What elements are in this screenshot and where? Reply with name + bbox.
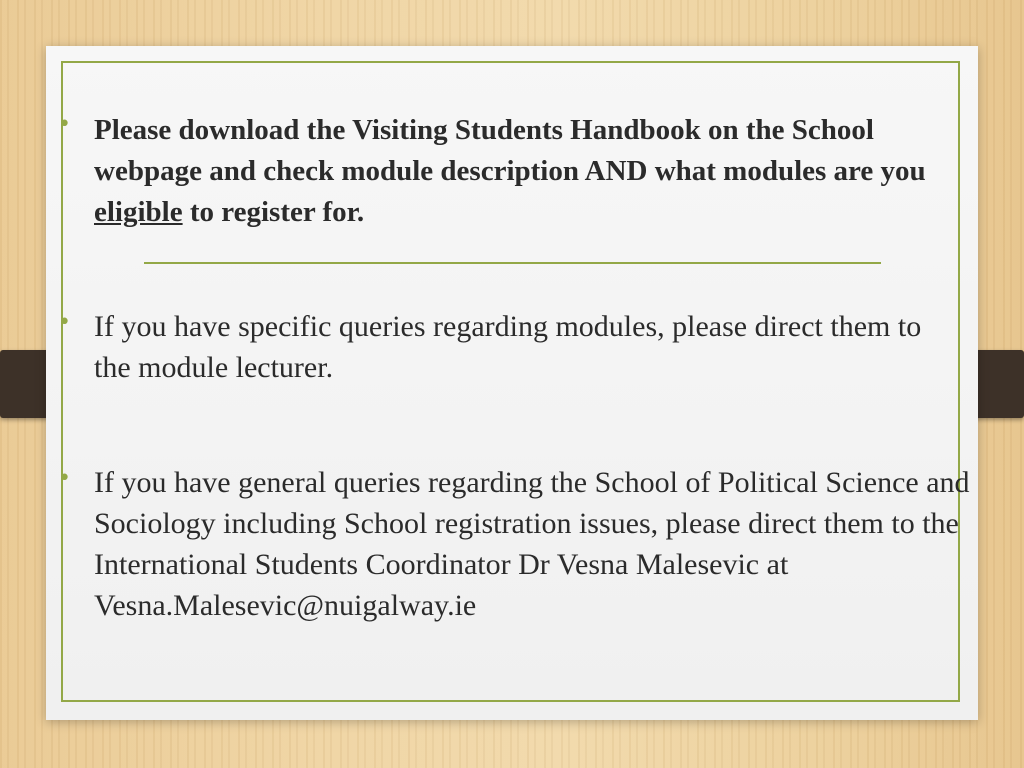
eligible-underlined-word: eligible (94, 196, 183, 228)
bullet-icon: • (58, 466, 71, 491)
section-divider (144, 262, 881, 264)
bullet-item-general-queries: If you have general queries regarding the School of Political Science and Sociology including School registration issues, please direct them to the International Students Coordinator Dr Vesna Malesevic at Vesna.Malesevic@nuigalway.ie (94, 466, 970, 622)
bullet-item-module-queries: If you have specific queries regarding modules, please direct them to the module lecturer. (94, 310, 922, 384)
bullet-item-handbook (94, 110, 954, 233)
slide-card (46, 46, 978, 720)
handbook-text-start: Please download the Visiting Students Handbook on the School webpage and check module description AND what modules are you (94, 114, 926, 187)
handbook-text-end: to register for. (182, 196, 365, 228)
bullet-icon: • (58, 112, 71, 137)
bullet-icon: • (58, 310, 71, 335)
